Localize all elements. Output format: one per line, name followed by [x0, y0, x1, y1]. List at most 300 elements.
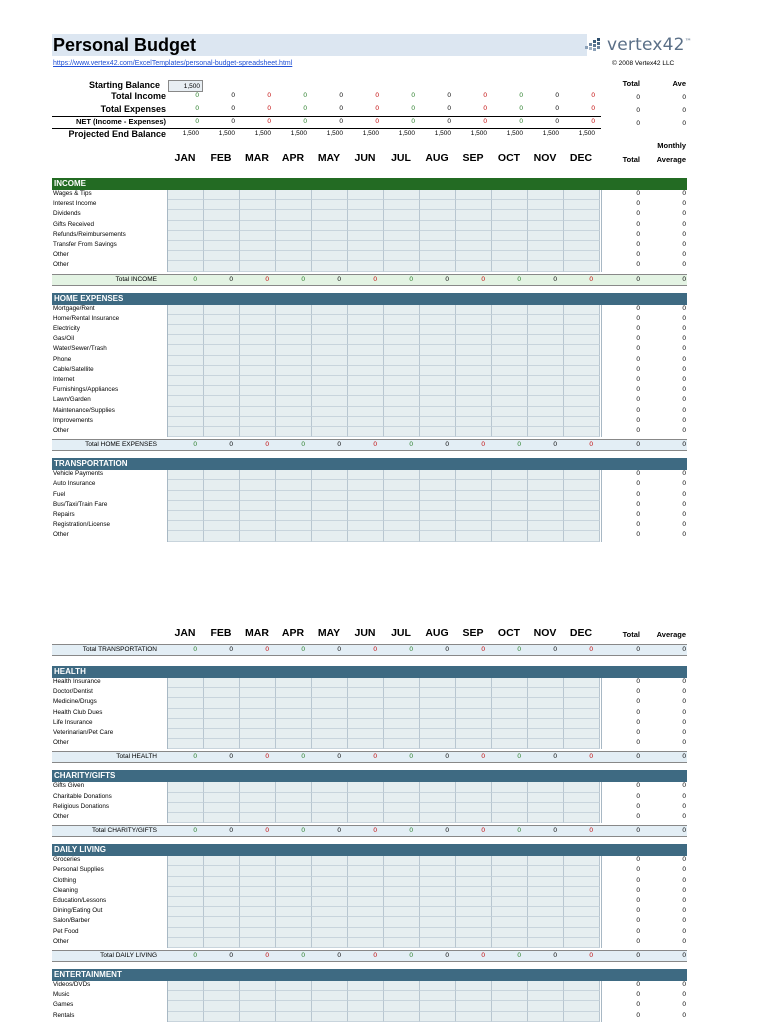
input-cell[interactable]	[276, 897, 312, 907]
input-cell[interactable]	[420, 251, 456, 261]
input-cell[interactable]	[528, 305, 564, 315]
input-cell[interactable]	[240, 782, 276, 792]
input-cell[interactable]	[492, 782, 528, 792]
input-cell[interactable]	[312, 335, 348, 345]
input-cell[interactable]	[564, 521, 600, 531]
input-cell[interactable]	[240, 376, 276, 386]
input-cell[interactable]	[312, 407, 348, 417]
input-cell[interactable]	[204, 305, 240, 315]
input-cell[interactable]	[348, 897, 384, 907]
input-cell[interactable]	[456, 813, 492, 823]
input-cell[interactable]	[420, 221, 456, 231]
input-cell[interactable]	[420, 907, 456, 917]
input-cell[interactable]	[420, 325, 456, 335]
input-cell[interactable]	[528, 345, 564, 355]
input-cell[interactable]	[276, 305, 312, 315]
input-cell[interactable]	[528, 366, 564, 376]
input-cell[interactable]	[276, 366, 312, 376]
input-cell[interactable]	[276, 210, 312, 220]
input-cell[interactable]	[276, 1001, 312, 1011]
input-cell[interactable]	[204, 688, 240, 698]
input-cell[interactable]	[528, 813, 564, 823]
input-cell[interactable]	[204, 1012, 240, 1022]
input-cell[interactable]	[456, 688, 492, 698]
input-cell[interactable]	[492, 356, 528, 366]
input-cell[interactable]	[348, 688, 384, 698]
input-cell[interactable]	[528, 938, 564, 948]
input-cell[interactable]	[420, 511, 456, 521]
input-cell[interactable]	[456, 366, 492, 376]
input-cell[interactable]	[276, 376, 312, 386]
input-cell[interactable]	[204, 470, 240, 480]
input-cell[interactable]	[492, 856, 528, 866]
input-cell[interactable]	[456, 709, 492, 719]
input-cell[interactable]	[528, 190, 564, 200]
input-cell[interactable]	[420, 793, 456, 803]
input-cell[interactable]	[420, 427, 456, 437]
input-cell[interactable]	[348, 376, 384, 386]
input-cell[interactable]	[276, 407, 312, 417]
input-cell[interactable]	[312, 866, 348, 876]
input-cell[interactable]	[420, 261, 456, 271]
input-cell[interactable]	[312, 698, 348, 708]
input-cell[interactable]	[240, 897, 276, 907]
input-cell[interactable]	[312, 396, 348, 406]
input-cell[interactable]	[528, 261, 564, 271]
input-cell[interactable]	[420, 210, 456, 220]
input-cell[interactable]	[384, 856, 420, 866]
input-cell[interactable]	[564, 856, 600, 866]
input-cell[interactable]	[312, 221, 348, 231]
input-cell[interactable]	[312, 803, 348, 813]
input-cell[interactable]	[312, 531, 348, 541]
input-cell[interactable]	[384, 897, 420, 907]
input-cell[interactable]	[420, 719, 456, 729]
input-cell[interactable]	[384, 1012, 420, 1022]
input-cell[interactable]	[276, 325, 312, 335]
input-cell[interactable]	[204, 251, 240, 261]
input-cell[interactable]	[168, 210, 204, 220]
input-cell[interactable]	[348, 325, 384, 335]
input-cell[interactable]	[420, 887, 456, 897]
input-cell[interactable]	[276, 531, 312, 541]
input-cell[interactable]	[456, 231, 492, 241]
input-cell[interactable]	[312, 813, 348, 823]
input-cell[interactable]	[240, 991, 276, 1001]
input-cell[interactable]	[384, 521, 420, 531]
input-cell[interactable]	[348, 866, 384, 876]
input-cell[interactable]	[312, 782, 348, 792]
input-cell[interactable]	[564, 261, 600, 271]
input-cell[interactable]	[276, 678, 312, 688]
input-cell[interactable]	[312, 470, 348, 480]
input-cell[interactable]	[564, 325, 600, 335]
input-cell[interactable]	[276, 521, 312, 531]
input-cell[interactable]	[564, 877, 600, 887]
input-cell[interactable]	[384, 501, 420, 511]
input-cell[interactable]	[204, 803, 240, 813]
input-cell[interactable]	[168, 866, 204, 876]
input-cell[interactable]	[492, 531, 528, 541]
input-cell[interactable]	[384, 407, 420, 417]
input-cell[interactable]	[240, 470, 276, 480]
input-cell[interactable]	[420, 917, 456, 927]
input-cell[interactable]	[312, 501, 348, 511]
input-cell[interactable]	[564, 366, 600, 376]
input-cell[interactable]	[420, 877, 456, 887]
input-cell[interactable]	[204, 210, 240, 220]
input-cell[interactable]	[204, 480, 240, 490]
input-cell[interactable]	[492, 305, 528, 315]
input-cell[interactable]	[528, 917, 564, 927]
input-cell[interactable]	[384, 417, 420, 427]
input-cell[interactable]	[240, 200, 276, 210]
input-cell[interactable]	[384, 877, 420, 887]
input-cell[interactable]	[240, 719, 276, 729]
input-cell[interactable]	[564, 345, 600, 355]
input-cell[interactable]	[492, 325, 528, 335]
input-cell[interactable]	[564, 396, 600, 406]
input-cell[interactable]	[564, 719, 600, 729]
input-cell[interactable]	[456, 928, 492, 938]
input-cell[interactable]	[204, 417, 240, 427]
input-cell[interactable]	[348, 231, 384, 241]
input-cell[interactable]	[240, 315, 276, 325]
input-cell[interactable]	[456, 345, 492, 355]
input-cell[interactable]	[528, 531, 564, 541]
input-cell[interactable]	[384, 719, 420, 729]
input-cell[interactable]	[204, 813, 240, 823]
input-cell[interactable]	[564, 709, 600, 719]
input-cell[interactable]	[168, 261, 204, 271]
input-cell[interactable]	[456, 190, 492, 200]
input-cell[interactable]	[564, 386, 600, 396]
input-cell[interactable]	[168, 231, 204, 241]
input-cell[interactable]	[204, 200, 240, 210]
input-cell[interactable]	[564, 315, 600, 325]
input-cell[interactable]	[528, 315, 564, 325]
input-cell[interactable]	[528, 729, 564, 739]
input-cell[interactable]	[168, 1012, 204, 1022]
input-cell[interactable]	[528, 803, 564, 813]
input-cell[interactable]	[492, 803, 528, 813]
input-cell[interactable]	[276, 335, 312, 345]
input-cell[interactable]	[492, 887, 528, 897]
input-cell[interactable]	[240, 241, 276, 251]
input-cell[interactable]	[492, 709, 528, 719]
input-cell[interactable]	[240, 366, 276, 376]
input-cell[interactable]	[528, 782, 564, 792]
input-cell[interactable]	[456, 511, 492, 521]
input-cell[interactable]	[456, 897, 492, 907]
input-cell[interactable]	[492, 907, 528, 917]
input-cell[interactable]	[564, 210, 600, 220]
input-cell[interactable]	[456, 981, 492, 991]
input-cell[interactable]	[168, 407, 204, 417]
input-cell[interactable]	[564, 991, 600, 1001]
input-cell[interactable]	[564, 887, 600, 897]
input-cell[interactable]	[456, 938, 492, 948]
input-cell[interactable]	[492, 345, 528, 355]
input-cell[interactable]	[456, 221, 492, 231]
input-cell[interactable]	[492, 897, 528, 907]
input-cell[interactable]	[348, 305, 384, 315]
input-cell[interactable]	[312, 376, 348, 386]
input-cell[interactable]	[204, 907, 240, 917]
input-cell[interactable]	[276, 877, 312, 887]
input-cell[interactable]	[420, 531, 456, 541]
input-cell[interactable]	[384, 251, 420, 261]
input-cell[interactable]	[528, 221, 564, 231]
input-cell[interactable]	[204, 427, 240, 437]
input-cell[interactable]	[168, 793, 204, 803]
input-cell[interactable]	[456, 698, 492, 708]
input-cell[interactable]	[492, 813, 528, 823]
input-cell[interactable]	[168, 376, 204, 386]
input-cell[interactable]	[492, 877, 528, 887]
input-cell[interactable]	[384, 991, 420, 1001]
input-cell[interactable]	[312, 928, 348, 938]
input-cell[interactable]	[204, 917, 240, 927]
input-cell[interactable]	[492, 991, 528, 1001]
input-cell[interactable]	[312, 678, 348, 688]
input-cell[interactable]	[168, 877, 204, 887]
input-cell[interactable]	[348, 210, 384, 220]
input-cell[interactable]	[492, 366, 528, 376]
input-cell[interactable]	[420, 501, 456, 511]
input-cell[interactable]	[384, 907, 420, 917]
input-cell[interactable]	[564, 938, 600, 948]
input-cell[interactable]	[420, 396, 456, 406]
input-cell[interactable]	[168, 739, 204, 749]
input-cell[interactable]	[348, 877, 384, 887]
input-cell[interactable]	[276, 511, 312, 521]
input-cell[interactable]	[420, 981, 456, 991]
input-cell[interactable]	[492, 698, 528, 708]
input-cell[interactable]	[456, 907, 492, 917]
input-cell[interactable]	[456, 386, 492, 396]
input-cell[interactable]	[204, 782, 240, 792]
input-cell[interactable]	[312, 325, 348, 335]
input-cell[interactable]	[312, 386, 348, 396]
input-cell[interactable]	[168, 688, 204, 698]
input-cell[interactable]	[564, 1012, 600, 1022]
input-cell[interactable]	[312, 739, 348, 749]
input-cell[interactable]	[528, 866, 564, 876]
input-cell[interactable]	[276, 938, 312, 948]
input-cell[interactable]	[348, 480, 384, 490]
input-cell[interactable]	[420, 417, 456, 427]
input-cell[interactable]	[276, 688, 312, 698]
input-cell[interactable]	[564, 200, 600, 210]
input-cell[interactable]	[348, 417, 384, 427]
input-cell[interactable]	[384, 917, 420, 927]
input-cell[interactable]	[492, 210, 528, 220]
input-cell[interactable]	[348, 917, 384, 927]
input-cell[interactable]	[276, 315, 312, 325]
input-cell[interactable]	[420, 305, 456, 315]
input-cell[interactable]	[384, 356, 420, 366]
input-cell[interactable]	[492, 521, 528, 531]
input-cell[interactable]	[348, 366, 384, 376]
input-cell[interactable]	[276, 709, 312, 719]
input-cell[interactable]	[384, 210, 420, 220]
input-cell[interactable]	[564, 511, 600, 521]
input-cell[interactable]	[240, 1012, 276, 1022]
input-cell[interactable]	[492, 417, 528, 427]
input-cell[interactable]	[312, 1001, 348, 1011]
input-cell[interactable]	[456, 210, 492, 220]
input-cell[interactable]	[348, 241, 384, 251]
input-cell[interactable]	[420, 491, 456, 501]
input-cell[interactable]	[456, 470, 492, 480]
input-cell[interactable]	[240, 928, 276, 938]
input-cell[interactable]	[204, 709, 240, 719]
input-cell[interactable]	[348, 491, 384, 501]
input-cell[interactable]	[420, 688, 456, 698]
input-cell[interactable]	[348, 813, 384, 823]
input-cell[interactable]	[276, 1012, 312, 1022]
input-cell[interactable]	[384, 345, 420, 355]
input-cell[interactable]	[492, 315, 528, 325]
input-cell[interactable]	[204, 719, 240, 729]
input-cell[interactable]	[312, 210, 348, 220]
input-cell[interactable]	[348, 991, 384, 1001]
vertex42-logo[interactable]	[585, 34, 692, 56]
input-cell[interactable]	[204, 981, 240, 991]
input-cell[interactable]	[348, 678, 384, 688]
input-cell[interactable]	[456, 991, 492, 1001]
input-cell[interactable]	[168, 907, 204, 917]
input-cell[interactable]	[312, 856, 348, 866]
input-cell[interactable]	[168, 897, 204, 907]
input-cell[interactable]	[420, 698, 456, 708]
input-cell[interactable]	[168, 887, 204, 897]
input-cell[interactable]	[456, 417, 492, 427]
input-cell[interactable]	[528, 200, 564, 210]
input-cell[interactable]	[204, 531, 240, 541]
input-cell[interactable]	[456, 678, 492, 688]
input-cell[interactable]	[564, 491, 600, 501]
input-cell[interactable]	[564, 190, 600, 200]
input-cell[interactable]	[420, 813, 456, 823]
input-cell[interactable]	[168, 427, 204, 437]
input-cell[interactable]	[204, 877, 240, 887]
input-cell[interactable]	[312, 427, 348, 437]
input-cell[interactable]	[420, 366, 456, 376]
input-cell[interactable]	[492, 396, 528, 406]
input-cell[interactable]	[348, 396, 384, 406]
input-cell[interactable]	[168, 856, 204, 866]
input-cell[interactable]	[348, 386, 384, 396]
input-cell[interactable]	[168, 917, 204, 927]
input-cell[interactable]	[384, 813, 420, 823]
input-cell[interactable]	[240, 491, 276, 501]
input-cell[interactable]	[492, 386, 528, 396]
input-cell[interactable]	[348, 1001, 384, 1011]
input-cell[interactable]	[168, 928, 204, 938]
input-cell[interactable]	[528, 417, 564, 427]
input-cell[interactable]	[492, 678, 528, 688]
input-cell[interactable]	[528, 739, 564, 749]
input-cell[interactable]	[492, 511, 528, 521]
input-cell[interactable]	[456, 856, 492, 866]
input-cell[interactable]	[564, 531, 600, 541]
input-cell[interactable]	[384, 698, 420, 708]
input-cell[interactable]	[168, 315, 204, 325]
input-cell[interactable]	[492, 981, 528, 991]
input-cell[interactable]	[276, 427, 312, 437]
input-cell[interactable]	[420, 200, 456, 210]
input-cell[interactable]	[456, 917, 492, 927]
input-cell[interactable]	[456, 782, 492, 792]
input-cell[interactable]	[420, 315, 456, 325]
input-cell[interactable]	[312, 907, 348, 917]
input-cell[interactable]	[240, 335, 276, 345]
input-cell[interactable]	[204, 491, 240, 501]
input-cell[interactable]	[312, 305, 348, 315]
input-cell[interactable]	[276, 251, 312, 261]
input-cell[interactable]	[564, 501, 600, 511]
input-cell[interactable]	[312, 491, 348, 501]
input-cell[interactable]	[240, 729, 276, 739]
input-cell[interactable]	[384, 678, 420, 688]
input-cell[interactable]	[312, 991, 348, 1001]
input-cell[interactable]	[456, 887, 492, 897]
input-cell[interactable]	[456, 241, 492, 251]
input-cell[interactable]	[384, 325, 420, 335]
input-cell[interactable]	[276, 221, 312, 231]
input-cell[interactable]	[240, 417, 276, 427]
input-cell[interactable]	[528, 856, 564, 866]
input-cell[interactable]	[240, 813, 276, 823]
input-cell[interactable]	[276, 386, 312, 396]
input-cell[interactable]	[168, 782, 204, 792]
input-cell[interactable]	[168, 417, 204, 427]
input-cell[interactable]	[492, 480, 528, 490]
input-cell[interactable]	[384, 709, 420, 719]
input-cell[interactable]	[492, 231, 528, 241]
input-cell[interactable]	[168, 491, 204, 501]
input-cell[interactable]	[456, 793, 492, 803]
input-cell[interactable]	[348, 729, 384, 739]
input-cell[interactable]	[348, 739, 384, 749]
input-cell[interactable]	[204, 729, 240, 739]
input-cell[interactable]	[204, 698, 240, 708]
input-cell[interactable]	[420, 928, 456, 938]
input-cell[interactable]	[384, 190, 420, 200]
input-cell[interactable]	[276, 396, 312, 406]
input-cell[interactable]	[384, 866, 420, 876]
input-cell[interactable]	[240, 511, 276, 521]
input-cell[interactable]	[492, 501, 528, 511]
input-cell[interactable]	[420, 386, 456, 396]
input-cell[interactable]	[384, 305, 420, 315]
input-cell[interactable]	[528, 698, 564, 708]
input-cell[interactable]	[312, 356, 348, 366]
input-cell[interactable]	[168, 396, 204, 406]
input-cell[interactable]	[276, 261, 312, 271]
input-cell[interactable]	[204, 856, 240, 866]
input-cell[interactable]	[204, 678, 240, 688]
input-cell[interactable]	[168, 470, 204, 480]
input-cell[interactable]	[384, 221, 420, 231]
input-cell[interactable]	[312, 1012, 348, 1022]
input-cell[interactable]	[492, 491, 528, 501]
input-cell[interactable]	[204, 241, 240, 251]
input-cell[interactable]	[312, 366, 348, 376]
input-cell[interactable]	[456, 261, 492, 271]
